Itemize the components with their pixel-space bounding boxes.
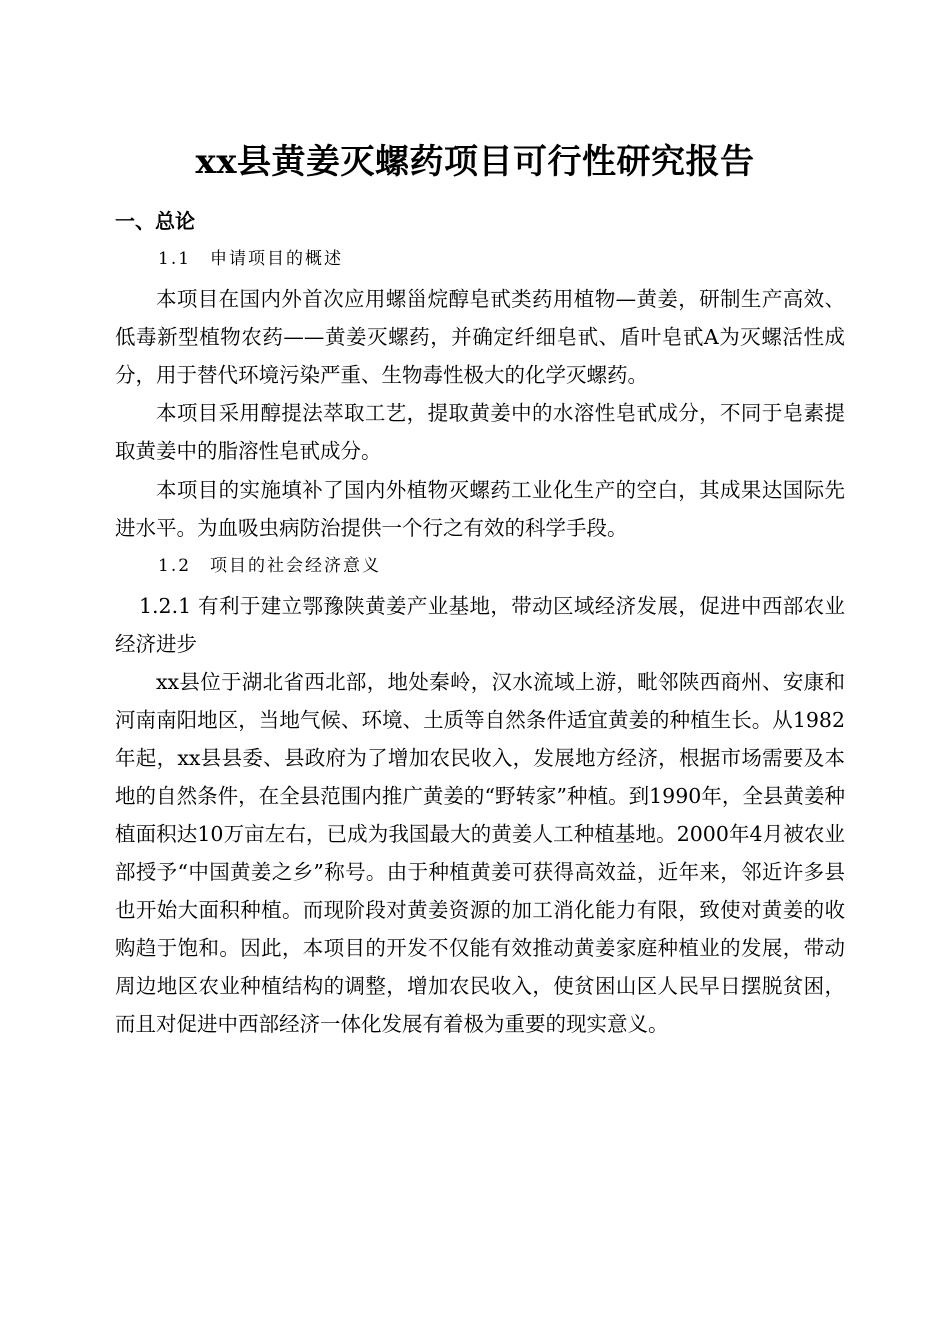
- paragraph-economic-significance: xx县位于湖北省西北部，地处秦岭，汉水流域上游，毗邻陕西商州、安康和河南南阳地区，当地气候、环境、土质等自然条件适宜黄姜的种植生长。从1982年起，xx县县委、县政府为了增加农民收入，发展地方经济，根据市场需要及本地的自然条件，在全县范围内推广黄姜的“野转家”种植。到1990年，全县黄姜种植面积达10万亩左右，已成为我国最大的黄姜人工种植基地。2000年4月被农业部授予“中国黄姜之乡”称号。由于种植黄姜可获得高效益，近年来，邻近许多县也开始大面积种植。而现阶段对黄姜资源的加工消化能力有限，致使对黄姜的收购趋于饱和。因此，本项目的开发不仅能有效推动黄姜家庭种植业的发展，带动周边地区农业种植结构的调整，增加农民收入，使贫困山区人民早日摆脱贫困，而且对促进中西部经济一体化发展有着极为重要的现实意义。: [115, 670, 845, 1036]
- paragraph-overview-2: 本项目采用醇提法萃取工艺，提取黄姜中的水溶性皂甙成分，不同于皂素提取黄姜中的脂溶性皂甙成分。: [115, 401, 845, 463]
- subsection-heading-1-2: 1.2 项目的社会经济意义: [158, 556, 382, 576]
- paragraph-overview-3: 本项目的实施填补了国内外植物灭螺药工业化生产的空白，其成果达国际先进水平。为血吸虫病防治提供一个行之有效的科学手段。: [115, 478, 845, 540]
- subsection-heading-1-2-1: 1.2.1 有利于建立鄂豫陕黄姜产业基地，带动区域经济发展，促进中西部农业经济进步: [115, 594, 845, 656]
- subsection-heading-1-1: 1.1 申请项目的概述: [158, 249, 344, 269]
- document-title: xx县黄姜灭螺药项目可行性研究报告: [195, 142, 755, 182]
- section-heading-general: 一、总论: [115, 209, 195, 233]
- paragraph-overview-1: 本项目在国内外首次应用螺甾烷醇皂甙类药用植物—黄姜，研制生产高效、低毒新型植物农药——黄姜灭螺药，并确定纤细皂甙、盾叶皂甙A为灭螺活性成分，用于替代环境污染严重、生物毒性极大的化学灭螺药。: [115, 287, 845, 387]
